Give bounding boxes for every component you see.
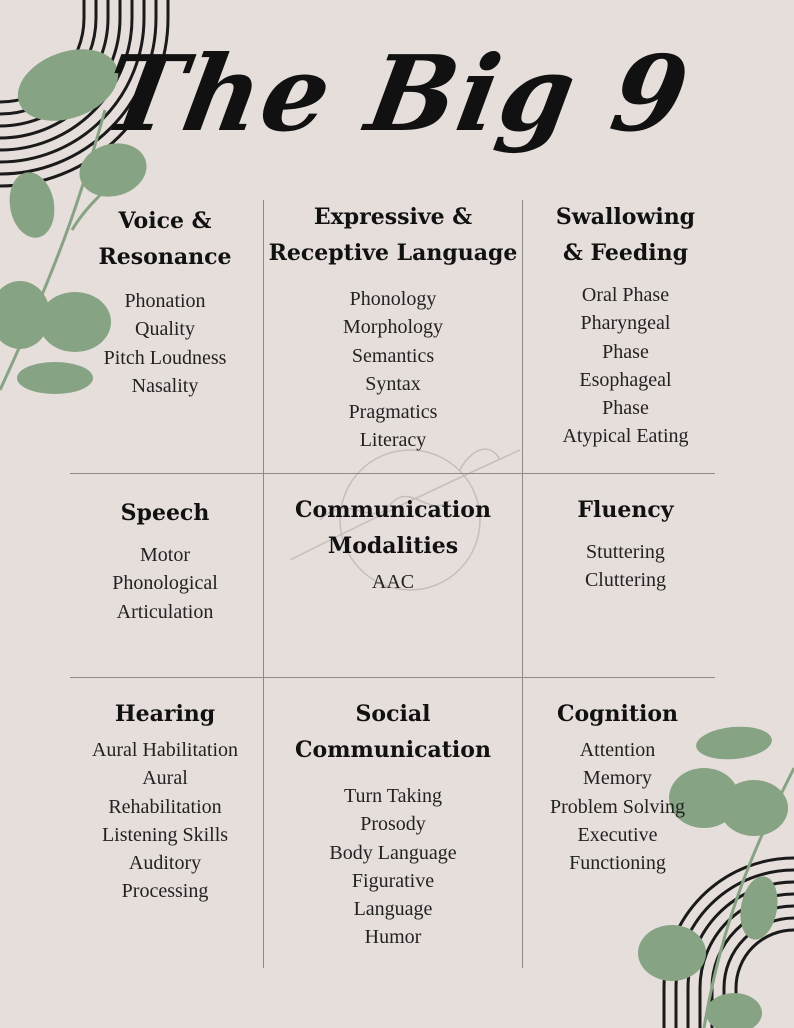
list-item: Pharyngeal (580, 312, 671, 335)
cell-heading: Swallowing (555, 204, 696, 230)
list-item: Language (353, 898, 433, 921)
list-item: Functioning (569, 852, 666, 875)
page-title: The Big 9 (95, 32, 699, 155)
list-item: Body Language (329, 841, 457, 864)
cell-heading: Receptive Language (268, 240, 518, 266)
cell-communication-modalities (264, 492, 522, 596)
cell-social-communication (264, 696, 522, 952)
cell-heading: Resonance (98, 244, 232, 270)
list-item: Semantics (351, 344, 435, 367)
cell-heading: Voice & (118, 208, 212, 234)
list-item: Pragmatics (348, 401, 438, 424)
cell-speech (70, 495, 260, 626)
list-item: Figurative (351, 869, 435, 892)
cell-heading: Hearing (114, 701, 216, 727)
list-item: Turn Taking (343, 785, 443, 807)
list-item: Processing (121, 880, 209, 903)
cell-cognition (515, 696, 720, 877)
list-item: Prosody (360, 813, 426, 836)
list-item: Executive (577, 823, 658, 846)
list-item: Rehabilitation (108, 795, 222, 818)
list-item: Motor (140, 544, 190, 566)
list-item: Phonological (112, 572, 218, 595)
list-item: Esophageal (579, 368, 672, 391)
list-item: Phonation (124, 290, 206, 312)
list-item: Phase (602, 340, 649, 363)
list-item: Cluttering (584, 569, 667, 592)
list-item: Listening Skills (101, 823, 229, 846)
cell-fluency (523, 492, 728, 595)
cell-hearing (70, 696, 260, 906)
cell-voice-resonance (70, 203, 260, 400)
cell-expressive-receptive-language (264, 199, 522, 455)
list-item: Nasality (131, 374, 199, 397)
list-item: Humor (364, 926, 422, 949)
list-item: Problem Solving (549, 795, 685, 818)
list-item: Memory (583, 767, 652, 790)
list-item: Pitch Loudness (103, 346, 227, 369)
list-item: Phonology (349, 288, 437, 310)
cell-heading: Modalities (327, 533, 459, 559)
list-item: Literacy (359, 429, 427, 452)
list-item: AAC (371, 571, 415, 593)
cell-heading: Expressive & (313, 204, 473, 230)
list-item: Aural (142, 767, 188, 790)
cell-heading: Communication (295, 737, 491, 763)
cell-heading: Communication (295, 497, 491, 523)
cell-swallowing-feeding (523, 199, 728, 451)
cell-heading: Fluency (577, 497, 674, 523)
cell-heading: Speech (120, 500, 210, 526)
list-item: Oral Phase (581, 284, 670, 306)
cell-heading: & Feeding (562, 240, 689, 266)
list-item: Aural Habilitation (91, 739, 239, 761)
list-item: Articulation (116, 600, 214, 623)
list-item: Morphology (343, 316, 443, 339)
list-item: Attention (579, 739, 656, 761)
cell-heading: Cognition (556, 701, 679, 727)
list-item: Syntax (365, 372, 421, 395)
list-item: Atypical Eating (562, 425, 689, 448)
list-item: Phase (602, 397, 649, 420)
list-item: Quality (135, 318, 195, 341)
list-item: Auditory (128, 852, 202, 875)
grid-divider (70, 677, 715, 678)
cell-heading: Social (355, 701, 431, 727)
list-item: Stuttering (586, 541, 665, 563)
